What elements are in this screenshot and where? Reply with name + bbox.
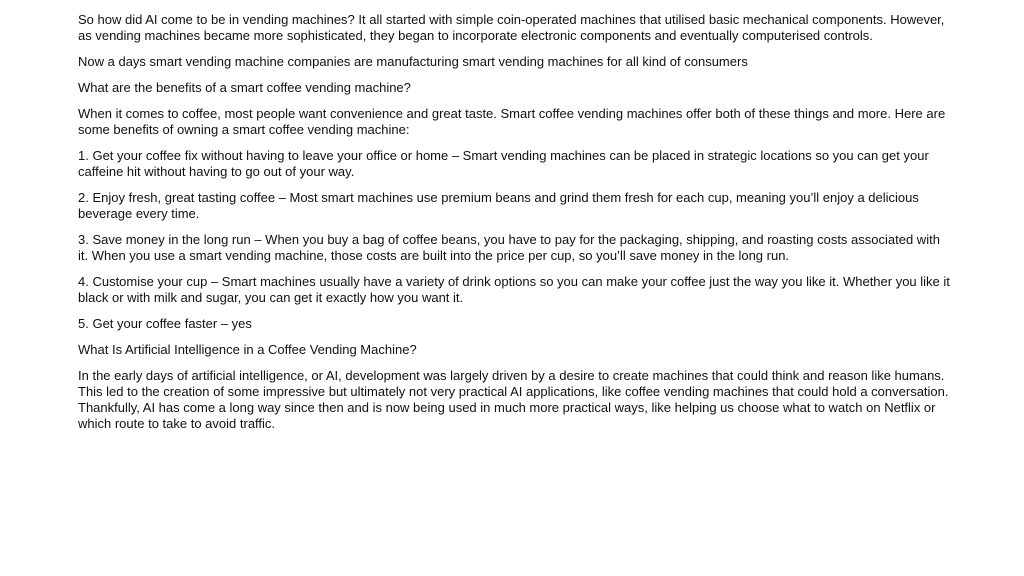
benefit-item-1: 1. Get your coffee fix without having to leave your office or home – Smart vending machines can be placed in strategic locations so you can get your caffeine hit without having to go out of your way. [78, 148, 929, 179]
paragraph-benefits-intro: When it comes to coffee, most people want convenience and great taste. Smart coffee vending machines offer both of these things and more. Here are some benefits of owning a smart coffee vending machine: [78, 106, 946, 137]
heading-what-is-ai: What Is Artificial Intelligence in a Coffee Vending Machine? [78, 342, 417, 357]
slide-text-body [78, 12, 950, 442]
benefit-item-5: 5. Get your coffee faster – yes [78, 316, 252, 331]
paragraph-ai-history: So how did AI come to be in vending machines? It all started with simple coin-operated machines that utilised basic mechanical components. However, as vending machines became more sophisticated, they began to incorporate electronic components and eventually computerised controls. [78, 12, 945, 43]
paragraph-smart-vending-companies: Now a days smart vending machine companies are manufacturing smart vending machines for all kind of consumers [78, 54, 748, 69]
benefit-item-2: 2. Enjoy fresh, great tasting coffee – Most smart machines use premium beans and grind them fresh for each cup, meaning you’ll enjoy a delicious beverage every time. [78, 190, 919, 221]
paragraph-ai-early-days: In the early days of artificial intelligence, or AI, development was largely driven by a desire to create machines that could think and reason like humans. This led to the creation of some impressive but ultimately not very practical AI applications, like coffee vending machines that could hold a conversation. Thankfully, AI has come a long way since then and is now being used in much more practical ways, like helping us choose what to watch on Netflix or which route to take to avoid traffic. [78, 368, 949, 431]
benefit-item-3: 3. Save money in the long run – When you buy a bag of coffee beans, you have to pay for the packaging, shipping, and roasting costs associated with it. When you use a smart vending machine, those costs are built into the price per cup, so you’ll save money in the long run. [78, 232, 940, 263]
heading-benefits: What are the benefits of a smart coffee vending machine? [78, 80, 411, 95]
benefit-item-4: 4. Customise your cup – Smart machines usually have a variety of drink options so you can make your coffee just the way you like it. Whether you like it black or with milk and sugar, you can get it exactly how you want it. [78, 274, 950, 305]
